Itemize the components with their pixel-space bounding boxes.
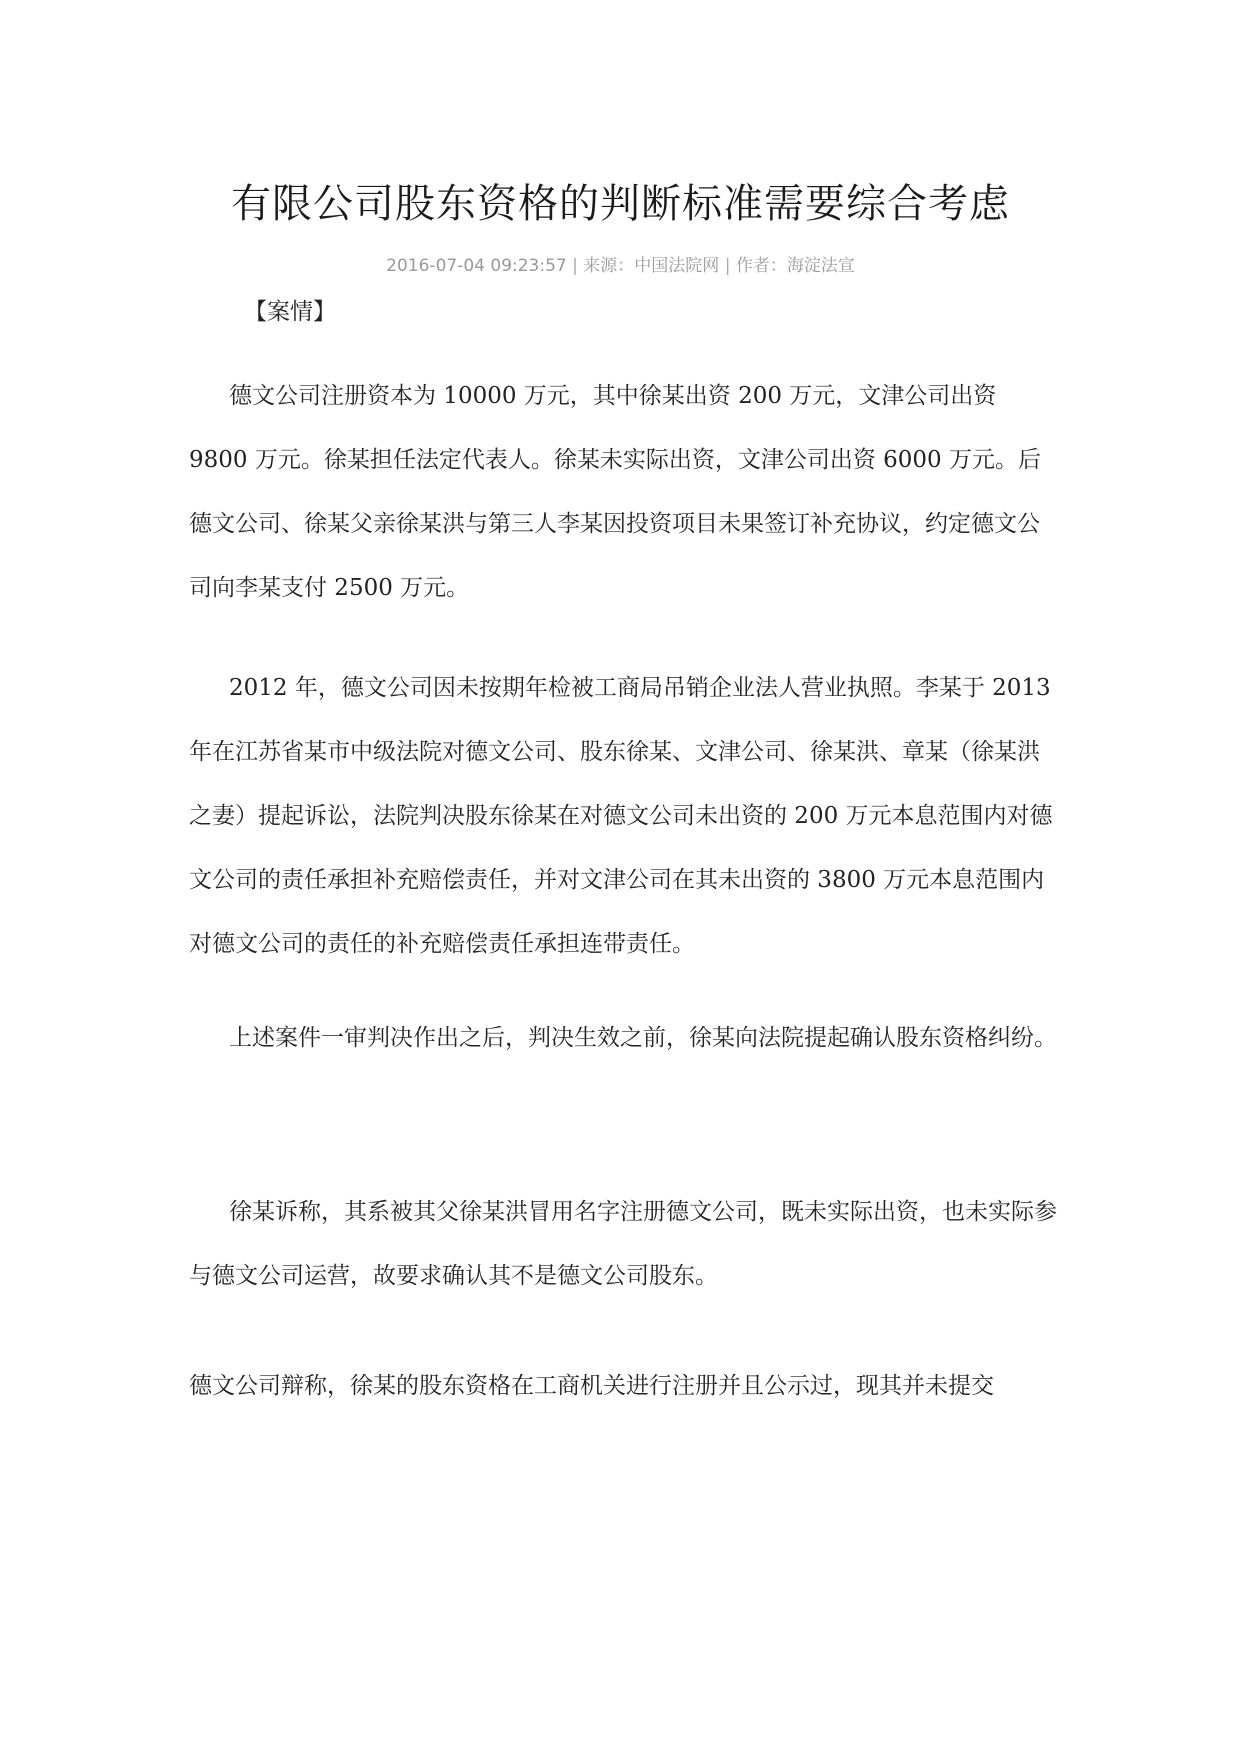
- paragraph: 徐某诉称，其系被其父徐某洪冒用名字注册德文公司，既未实际出资，也未实际参与德文公司运营，故要求确认其不是德文公司股东。: [189, 1199, 1057, 1289]
- paragraph: 2012 年，德文公司因未按期年检被工商局吊销企业法人营业执照。李某于 2013 年在江苏省某市中级法院对德文公司、股东徐某、文津公司、徐某洪、章某（徐某洪之妻）提起诉讼，法院判决股东徐某在对德文公司未出资的 200 万元本息范围内对德文公司的责任承担补充赔偿责任，并对文津公司在其未出资的 3800 万元本息范围内对德文公司的责任的补充赔偿责任承担连带责任。: [189, 675, 1053, 957]
- paragraph: 德文公司辩称，徐某的股东资格在工商机关进行注册并且公示过，现其并未提交: [189, 1373, 994, 1399]
- article-meta: [0, 254, 1241, 278]
- article-author: 作者：海淀法宣: [735, 256, 855, 276]
- paragraph: 德文公司注册资本为 10000 万元，其中徐某出资 200 万元，文津公司出资 9800 万元。徐某担任法定代表人。徐某未实际出资，文津公司出资 6000 万元。后德文公司、徐某父亲徐某洪与第三人李某因投资项目未果签订补充协议，约定德文公司向李某支付 2500 万元。: [189, 383, 1041, 601]
- article-title: 有限公司股东资格的判断标准需要综合考虑: [231, 181, 1010, 227]
- publish-datetime: 2016-07-04 09:23:57: [386, 256, 567, 276]
- meta-separator: |: [572, 256, 578, 276]
- article-source: 来源：中国法院网: [583, 256, 720, 276]
- section-heading: 【案情】: [244, 299, 336, 325]
- meta-separator: |: [724, 256, 731, 276]
- paragraph: 上述案件一审判决作出之后，判决生效之前，徐某向法院提起确认股东资格纠纷。: [229, 1025, 1057, 1051]
